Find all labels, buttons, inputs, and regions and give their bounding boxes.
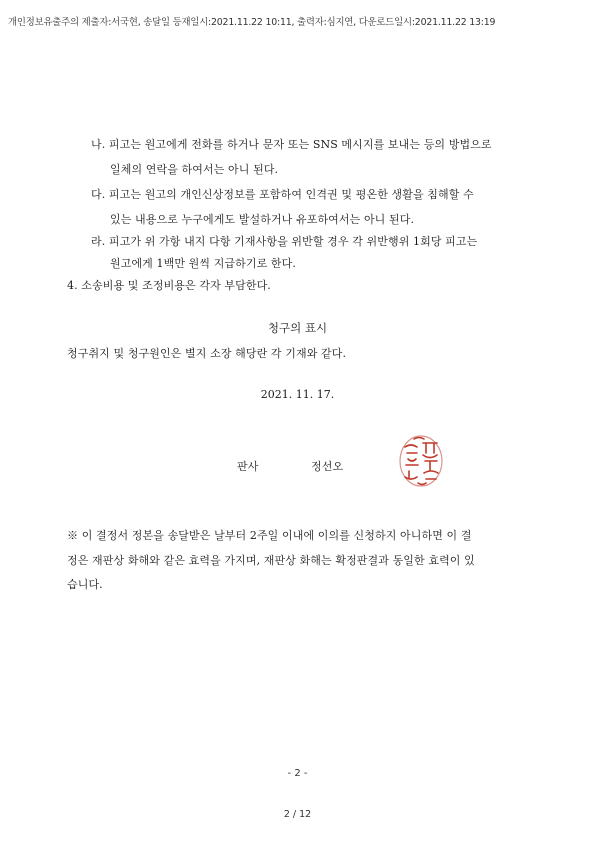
item-ra-line1: 라. 피고가 위 가항 내지 다항 기재사항을 위반할 경우 각 위반행위 1회당 피고는 bbox=[91, 235, 478, 248]
notice-line3: 습니다. bbox=[67, 578, 103, 591]
page-count: 2 / 12 bbox=[283, 809, 312, 820]
item-na-line2: 일체의 연락을 하여서는 아니 된다. bbox=[110, 163, 279, 176]
item-na-line1: 나. 피고는 원고에게 전화를 하거나 문자 또는 SNS 메시지를 보내는 등의 방법으로 bbox=[91, 138, 492, 151]
document-header: 개인정보유출주의 제출자:서국현, 송달일 등재일시:2021.11.22 10:11, 출력자:심지연, 다운로드일시:2021.11.22 13:19 bbox=[8, 17, 496, 28]
decision-date: 2021. 11. 17. bbox=[260, 388, 335, 401]
notice-line2: 정은 재판상 화해와 같은 효력을 가지며, 재판상 화해는 확정판결과 동일한 효력이 있 bbox=[67, 554, 475, 567]
item-da-line1: 다. 피고는 원고의 개인신상정보를 포함하여 인격권 및 평온한 생활을 침해할 수 bbox=[91, 188, 474, 201]
claim-title: 청구의 표시 bbox=[267, 321, 328, 335]
claim-text: 청구취지 및 청구원인은 별지 소장 해당란 각 기재와 같다. bbox=[67, 347, 347, 360]
item-4: 4. 소송비용 및 조정비용은 각자 부담한다. bbox=[67, 279, 271, 292]
item-da-line2: 있는 내용으로 누구에게도 발설하거나 유포하여서는 아니 된다. bbox=[110, 213, 415, 226]
page-marker: - 2 - bbox=[287, 768, 308, 779]
judge-seal-icon bbox=[396, 433, 446, 489]
judge-name: 정선오 bbox=[311, 460, 344, 473]
judge-role: 판사 bbox=[237, 460, 259, 473]
notice-line1: ※ 이 결정서 정본을 송달받은 날부터 2주일 이내에 이의를 신청하지 아니하면 이 결 bbox=[67, 529, 472, 542]
item-ra-line2: 원고에게 1백만 원씩 지급하기로 한다. bbox=[110, 257, 296, 270]
